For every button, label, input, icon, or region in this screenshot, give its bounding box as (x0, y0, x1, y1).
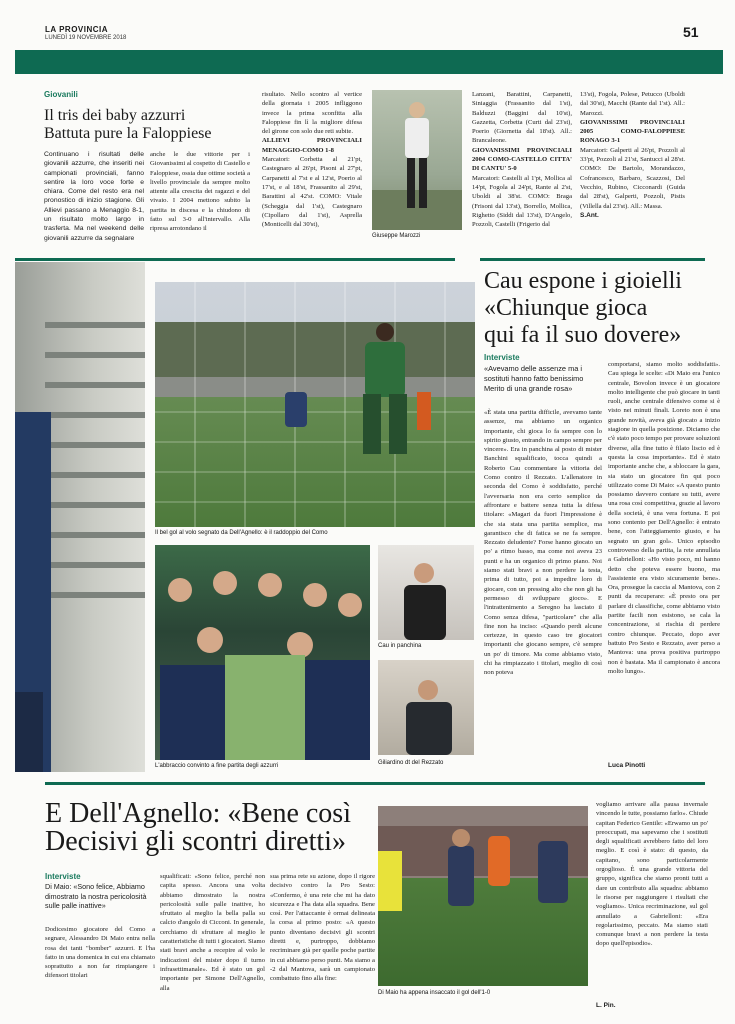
top-col6-text: 13'st), Fogola, Polese, Petucco (Uboldi dal 30'st), Macchi (Rante dal 1'st). All.: Marozzi. (580, 91, 685, 117)
dimaio-scene (378, 806, 588, 986)
bottom-headline (45, 800, 375, 856)
top-col3 (262, 90, 362, 250)
caption-gilardino: Giliardino dt del Rezzato (378, 760, 444, 766)
photo-dimaio-goal (378, 806, 588, 986)
issue-date: LUNEDÌ 19 NOVEMBRE 2018 (45, 35, 127, 41)
top-lede: Continuano i risultati delle giovanili azzurre, che inseriti nei campionati provinciali, fanno sentire la loro voce forte e chiara. Come del resto era nel pronostico di inizio stagione. Gli Allievi passano a Menaggio 8-1, un risultato molto largo in trasferta. Ma nel weekend delle giovanili azzurre da segnalare (44, 151, 144, 242)
top-headline (44, 107, 244, 143)
result-title-2005: GIOVANISSIMI PROVINCIALI 2005 COMO-FALOPPIESE RONAGO 3-1 (580, 118, 685, 145)
team-hug-scene (155, 545, 370, 760)
top-col6 (580, 90, 685, 250)
mid-kicker: Interviste (484, 353, 520, 362)
coach-figure (372, 90, 462, 230)
mid-headline-line1: Cau espone i gioielli (484, 268, 682, 294)
page-number: 51 (683, 24, 699, 40)
bottom-kicker: Interviste (45, 872, 81, 881)
result-2004: Marcatori: Castelli al 1'pt, Mollica al 14'pt, Fogola al 24'pt, Rante al 2'st, Uboldi al 38'st. COMO: Braga (Frisoni dal 13'st), Borrello, Mollica, Righetto (Siddi dal 13'st), D'Angelo, Pozzoli, Castelli (Frigerio dal (472, 174, 572, 229)
caption-marozzi: Giuseppe Marozzi (372, 233, 421, 239)
bottom-col3: sua prima rete su azione, dopo il rigore decisivo contro la Pro Sesto: «Confermo, è una rete che mi ha dato sicurezza e l'ha data alla squadra. Bene così. Per l'attaccante è ormai delineata la corsa al primo posto: «A questo punto diventano decisivi gli scontri diretti e, purtroppo, dobbiamo recriminare già per quelle poche partite in cui abbiamo perso punti. Ma siamo a -2 dal Mantova, sarà un campionato combattuto fino alla fine: (270, 873, 375, 983)
top-col5-text: Lanzani, Barattini, Carpanetti, Siniaggia (Frassanito dal 1'st), Balduzzi (Baggini dal 10'st), Gazzetta, Corbetta (Curti dal 23'st), Poerio (Giornetta dal 18'st). All.: Brancaleone. (472, 91, 572, 145)
top-col2: anche le due vittorie per i Giovanissimi al cospetto di Castello e Faloppiese, ossia due ottime società a livello provinciale da sempre molto attente alla crescita dei ragazzi e del vivaio. I 2004 mettono subito la partita in discesa e la chiudono di fatto sul 3-0 all'intervallo. Alla ripresa arrotondano il (150, 151, 250, 233)
photo-team-hug (155, 545, 370, 760)
mid-headline-line2: «Chiunque gioca (484, 295, 648, 321)
section-bar (15, 50, 723, 74)
top-signature: S.Ant. (580, 211, 599, 219)
mid-col1: «È stata una partita difficile, avevamo tante assenze, ma abbiamo un organico importante, chi gioca lo fa sempre con lo spirito giusto, entrando in campo sempre per vincere». Era in panchina al posto di mister Banchini squalificato, tocca quindi a Roberto Cau commentare la vittoria del Como contro il Rezzato. L'allenatore in seconda del Como è soddisfatto, perché l'avversaria non era certo semplice da affrontare e battere senza tutta la difesa titolare: «Magari da fuori l'impressione è che sia stata una partita semplice, ma garantisco che di fatica se ne fa sempre. Rezzato deludente? Forse hanno giocato un po' a ritmo basso, ma come noi aveva 23 punti e ha un organico di primo piano. Noi siamo stati bravi a non perdere la testa, prima di tutto, poi a impedire loro di giocare, con un pressing alto che non gli ha permesso di sviluppare gioco». E l'intrattenimento a Seregno ha lasciato il Como senza difesa, "particolare" che alla fine non ha inciso: «Quando perdi alcune certezze, in questo caso tre giocatori importanti che giocano sempre, c'è sempre un po' di timore. Ma come abbiamo visto, chi ha rimpiazzato i titolari, meglio di così non poteva (484, 409, 602, 677)
top-col5 (472, 90, 572, 250)
newspaper-name: LA PROVINCIA (45, 25, 109, 34)
bottom-headline-line1: E Dell'Agnello: «Bene così (45, 798, 351, 829)
rule-top-right (480, 258, 705, 261)
bottom-col2: squalificati: «Sono felice, perché non capita spesso. Ancora una volta abbiamo dimostrato la nostra pericolosità sulle palle inattive, ho sfruttato al meglio la bella palla su calcio d'angolo di Cicconi. In generale, cerchiamo di sfruttare al meglio le caratteristiche di tutti i giocatori. Siamo stati bravi anche a recepire al volo le indicazioni del mister dopo il turno infrasettimanale». Ed è stato un gol importante per Simone Dell'Agnello, alla (160, 873, 265, 992)
top-headline-line2: Battuta pure la Faloppiese (44, 125, 212, 142)
bottom-col1: Dodicesimo giocatore del Como a segnare, Alessandro Di Maio entra nella rosa dei tanti "bomber" azzurri. E l'ha fatto in una domenica in cui era chiamato soprattutto a non far rimpiangere i difensori titolari (45, 926, 155, 980)
mid-deck: «Avevamo delle assenze ma i sostituti hanno fatto benissimo Merito di una grande rosa» (484, 364, 584, 393)
goal-scene (155, 282, 475, 527)
photo-stadium-player (15, 262, 145, 772)
caption-goal: Il bel gol al volo segnato da Dell'Agnello: è il raddoppio del Como (155, 530, 328, 536)
mid-signature: Luca Pinotti (608, 762, 646, 769)
stadium-steps (15, 262, 145, 772)
mid-headline (484, 268, 719, 349)
top-kicker: Giovanili (44, 90, 78, 99)
caption-cau: Cau in panchina (378, 643, 422, 649)
photo-cau (378, 545, 474, 640)
result-2005: Marcatori: Galperti al 26'pt, Pozzoli al 33'pt, Pozzoli al 21'st, Santucci al 28'st. COMO: De Bartolo, Morandazzo, Cofrancesco, Barbaro, Scazzosi, Del Vecchio, Rubino, Cicconardi (Guida dal 28'st), Galperti, Pozzoli, Pistis (Villella dal 23'st). All.: Massa. (580, 146, 685, 210)
bottom-headline-line2: Decisivi gli scontri diretti» (45, 826, 346, 857)
top-col3-text: risultato. Nello scontro al vertice della giornata i 2005 infliggono invece la prima sconfitta alla Faloppiese fin lì la migliore difesa del girone con solo due reti subite. (262, 91, 362, 136)
cau-figure (378, 545, 474, 640)
rule-bottom (45, 782, 705, 785)
mid-headline-line3: qui fa il suo dovere» (484, 322, 682, 348)
caption-dimaio: Di Maio ha appena insaccato il gol dell'1-0 (378, 990, 491, 996)
rule-top-left (15, 258, 455, 261)
gilardino-figure (378, 660, 474, 755)
top-headline-line1: Il tris dei baby azzurri (44, 107, 186, 124)
photo-gilardino (378, 660, 474, 755)
caption-hug: L'abbraccio convinto a fine partita degli azzurri (155, 763, 279, 769)
photo-goal-dellagnello (155, 282, 475, 527)
result-title-allievi: ALLIEVI PROVINCIALI MENAGGIO-COMO 1-8 (262, 137, 362, 154)
bottom-signature: L. Pin. (596, 1002, 616, 1009)
result-title-2004: GIOVANISSIMI PROVINCIALI 2004 COMO-CASTELLO CITTA' DI CANTU' 5-0 (472, 146, 572, 173)
mid-col2: comportarsi, siamo molto soddisfatti». Cau spiega le scelte: «Di Maio era l'unico centrale, Bovolon invece è un giocatore molto intelligente che può giocare in tanti ruoli, anche centrale difensivo come si è visto nei minuti finali. Loreto non è una grande novità, aveva già giocato a inizio stagione in quella posizione. Diciamo che c'è stato poco tempo per provare soluzioni diverse, alla fine tutto è filato liscio ed è questa la cosa importante». Ed è stato importante anche che, a sbloccare la gara, sia stato un giocatore fin qui poco utilizzato come Di Maio: «A questo punto possiamo davvero contare su tutti, avere una rosa così competitiva, grazie al lavoro della società, è una vera fortuna. E poi sono contento per Dell'Agnello: è entrato bene, con l'atteggiamento giusto, e ha segnato un gran gol». Unico episodio controverso della partita, la rete annullata a Gabrielloni: «Ho visto poco, mi hanno detto che poteva essere buono, ma l'assistente era visto sicuramente bene». Ora, prosegue la caccia al Mantova, con 2 punti da recuperare: «È presto ora per parlare di classifiche, come abbiamo visto partite facili non esistono, se cala la concentrazione, si rischia di perdere contro chiunque. Peccato, dopo aver battuto Pro Sesto e Rezzato, aver perso a Mantova: una prova positiva purtroppo non è bastata. Ma il campionato è ancora molto lungo». (608, 361, 720, 675)
bottom-deck: Di Maio: «Sono felice, Abbiamo dimostrato la nostra pericolosità sulle palle inattive» (45, 882, 147, 911)
photo-marozzi (372, 90, 462, 230)
bottom-col5: vogliamo arrivare alla pausa invernale vincendo le tutte, possiamo farlo». Chiude capitan Federico Gentile: «Erwamo un po' preoccupati, ma sapevamo che i sostituti degli squalificati avrebbero fatto del loro meglio. E così è stato: di questo, da capitano, sono particolarmente orgoglioso. È una grande vittoria del gruppo, significa che siamo pronti tutti a dare un contributo alla squadra: abbiamo le risorse per raggiungere i risultati che vogliamo». Unica recriminazione, sul gol annullato a Gabrielloni: «Era regolarissimo, peccato. Ma siamo stati comunque bravi a non perdere la testa dopo quell'episodio». (596, 801, 708, 948)
result-allievi: Marcatori: Corbetta al 21'pt, Castegnaro al 26'pt, Pisoni al 27'pt, Carpanetti al 7'st e al 12'st, Poerio al 17'st, e al 18'st, Frassanito al 29'st, Barattini al 42'st. COMO: Vitale (Scheggia dal 1'st), Castegnaro (Cipollaro dal 1'st), Asprella (Monticelli dal 30'st), (262, 156, 362, 229)
